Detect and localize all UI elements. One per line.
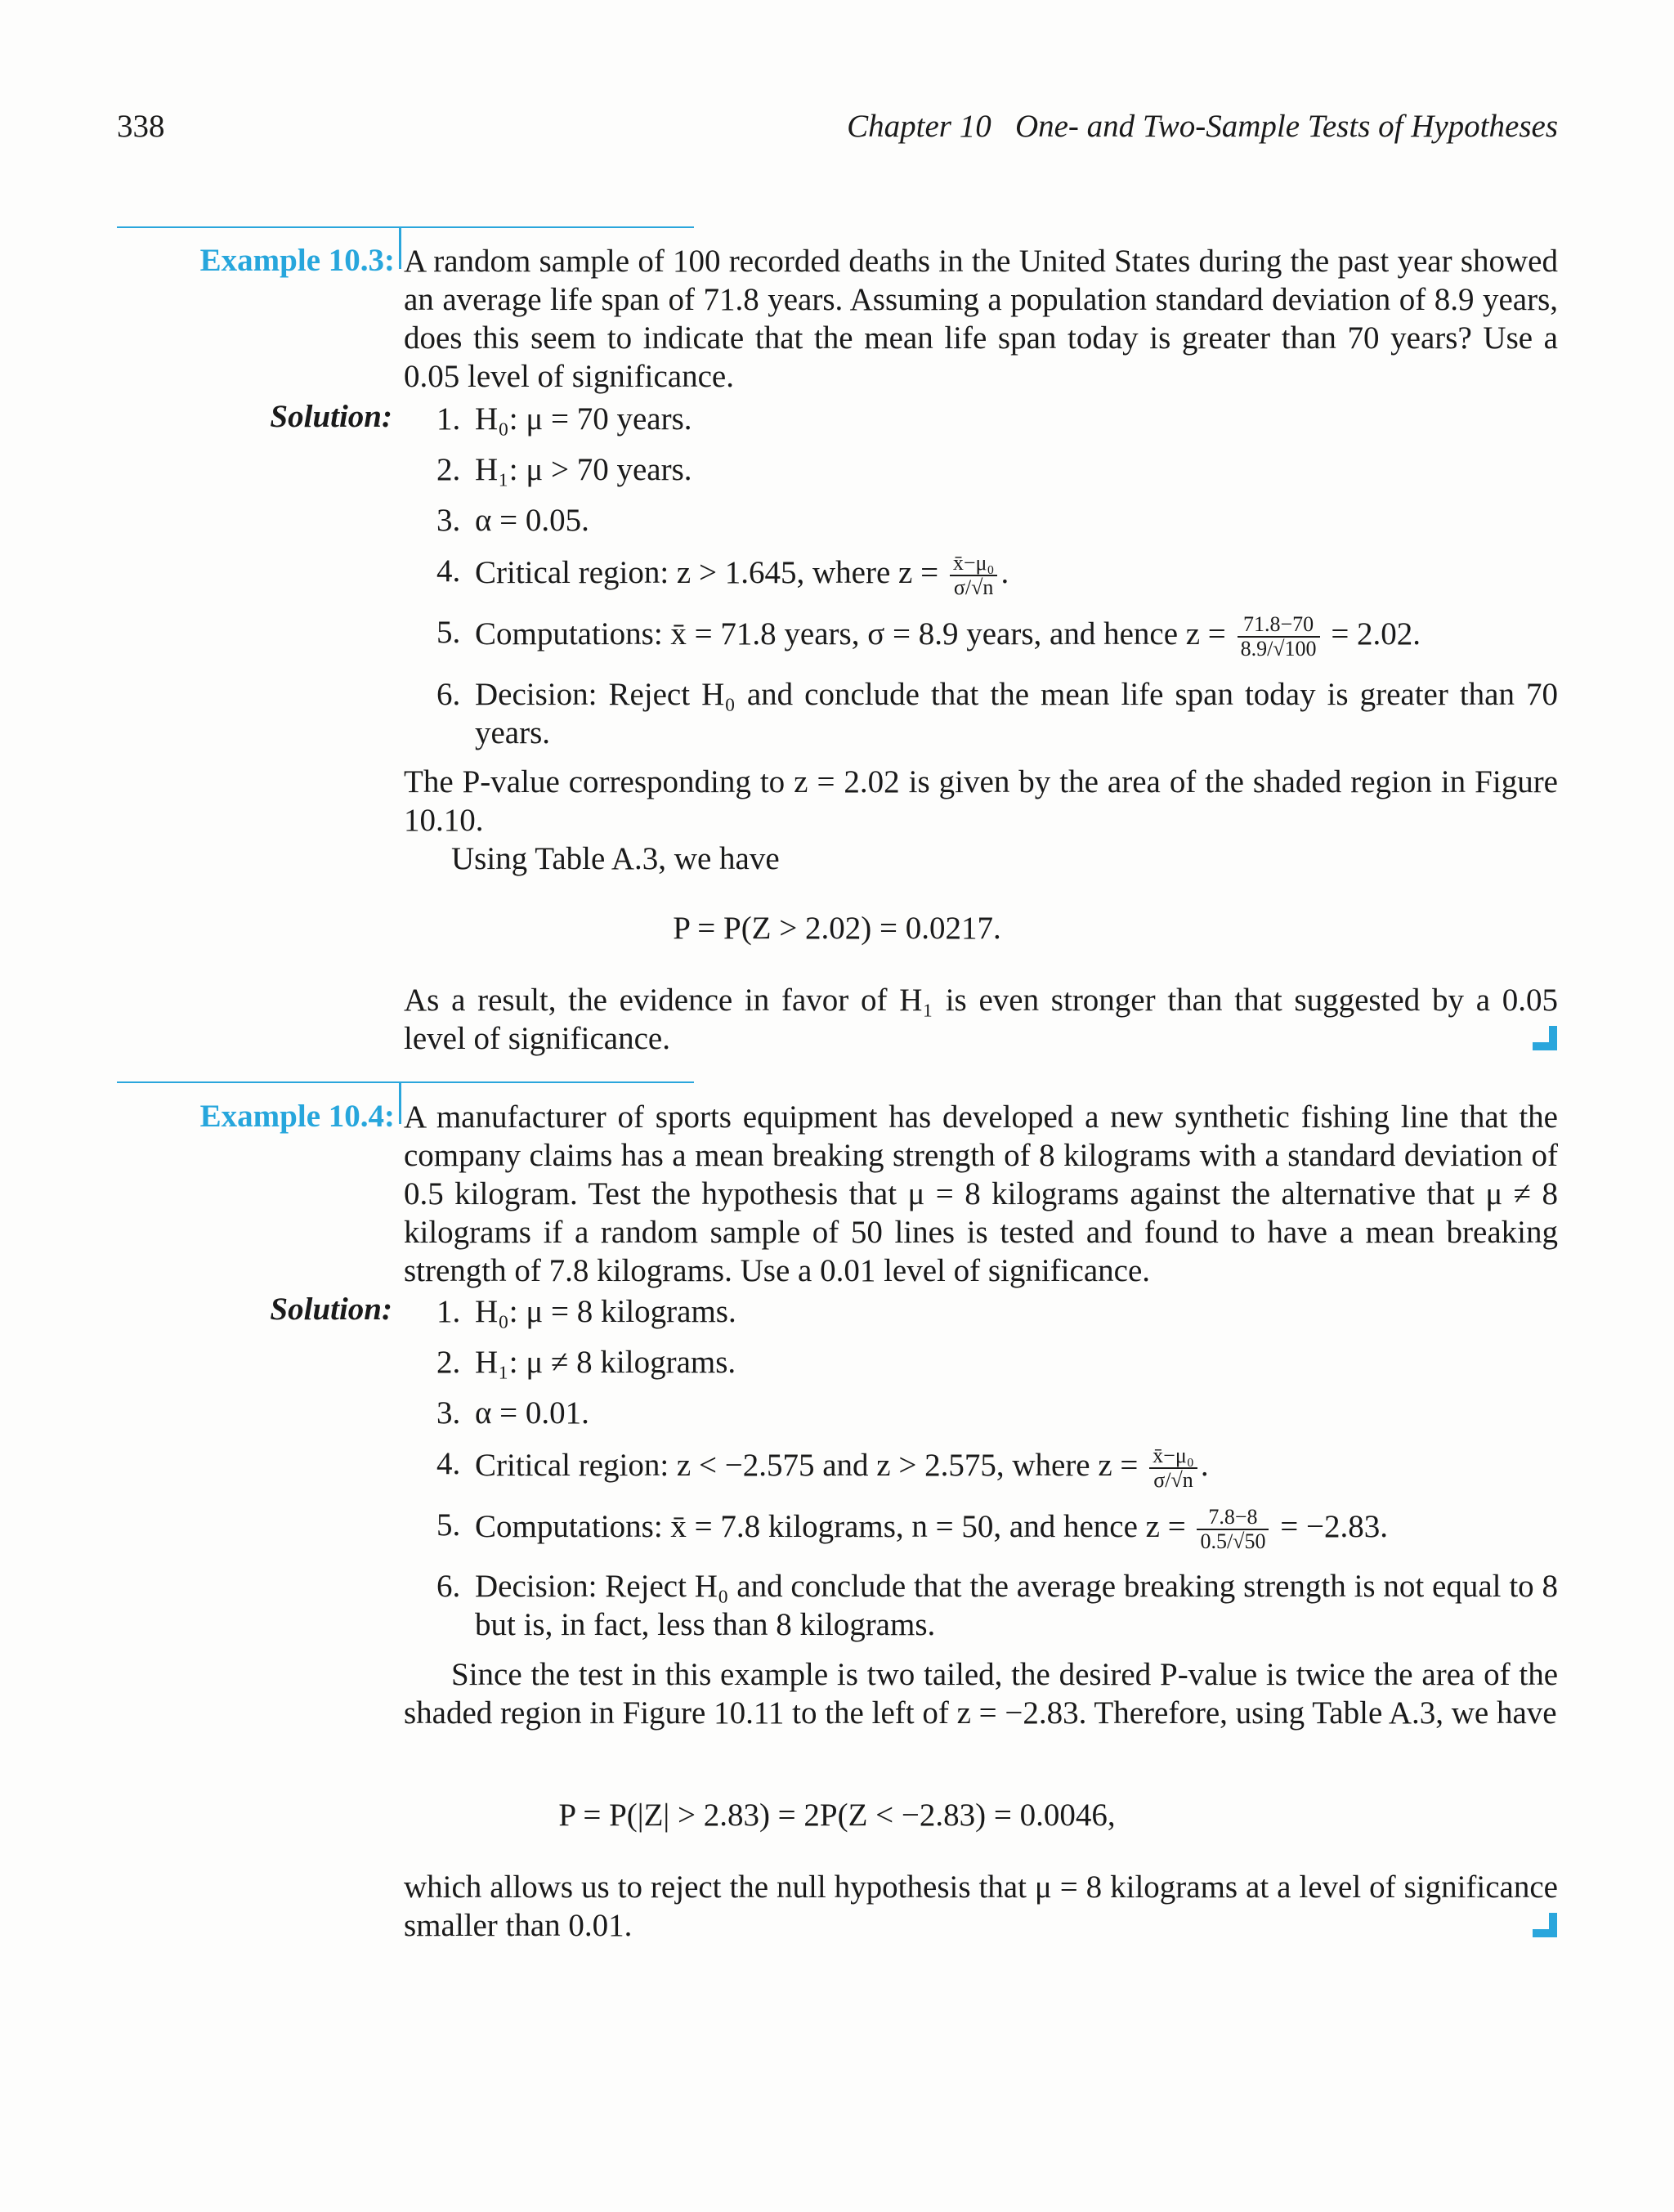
solution-step <box>436 613 1558 660</box>
step-number: 6. <box>436 1569 461 1604</box>
solution-step <box>436 552 1558 599</box>
step-text: H₀: μ = 8 kilograms. <box>475 1294 736 1329</box>
step-number: 2. <box>436 1345 461 1380</box>
step-text: Decision: Reject H₀ and conclude that the mean life span today is greater than 70 years. <box>475 677 1558 750</box>
solution-step <box>436 1506 1558 1553</box>
fraction <box>1238 613 1320 660</box>
example-label: Example 10.4: <box>199 1099 395 1134</box>
example-bar <box>399 1081 401 1124</box>
step-text: Critical region: z > 1.645, where z = <box>475 554 939 590</box>
fraction <box>1197 1506 1269 1553</box>
step-number: 4. <box>436 553 461 589</box>
example-rule <box>117 226 694 228</box>
solution-step <box>436 400 1558 438</box>
step-text: α = 0.01. <box>475 1395 589 1431</box>
step-text: H₀: μ = 70 years. <box>475 401 692 437</box>
conclusion-paragraph: As a result, the evidence in favor of H₁ is even stronger than that suggested by a 0.05 level of significance. <box>404 983 1558 1056</box>
step-text: Computations: x̄ = 71.8 years, σ = 8.9 years, and hence z = <box>475 616 1226 652</box>
fraction-denominator: 0.5/√50 <box>1200 1529 1266 1553</box>
fraction <box>1149 1444 1197 1492</box>
page-header <box>0 108 1674 149</box>
example-statement: A random sample of 100 recorded deaths in the United States during the past year showed an average life span of 71.8 years. Assuming a population standard deviation of 8.9 years, does this seem to indicate that the mean life span today is greater than 70 years? Use a 0.05 level of significance. <box>404 244 1558 394</box>
step-text-end: = −2.83. <box>1280 1508 1388 1544</box>
example-bar <box>399 226 401 269</box>
fraction <box>950 552 998 599</box>
solution-step <box>436 1292 1558 1331</box>
fraction-denominator: 8.9/√100 <box>1240 637 1317 660</box>
step-text: Critical region: z < −2.575 and z > 2.575, where z = <box>475 1447 1139 1483</box>
fraction-denominator: σ/√n <box>953 575 994 599</box>
step-text: H₁: μ ≠ 8 kilograms. <box>475 1345 736 1380</box>
step-number: 2. <box>436 452 461 487</box>
example-rule <box>117 1081 694 1083</box>
example-label: Example 10.3: <box>199 243 395 278</box>
conclusion-paragraph: which allows us to reject the null hypothesis that μ = 8 kilograms at a level of significance smaller than 0.01. <box>404 1869 1558 1943</box>
step-text: α = 0.05. <box>475 503 589 538</box>
step-text-end: . <box>1000 554 1009 590</box>
step-number: 5. <box>436 615 461 650</box>
step-text-end: = 2.02. <box>1331 616 1421 652</box>
step-number: 1. <box>436 1294 461 1329</box>
step-text: H₁: μ > 70 years. <box>475 452 692 487</box>
table-reference: Using Table A.3, we have <box>451 841 780 876</box>
step-number: 4. <box>436 1446 461 1481</box>
solution-step <box>436 450 1558 489</box>
fraction-numerator: x̄−μ₀ <box>950 552 998 576</box>
end-of-example-mark <box>1533 1913 1557 1937</box>
display-equation: P = P(|Z| > 2.83) = 2P(Z < −2.83) = 0.0046, <box>558 1798 1116 1833</box>
solution-step <box>436 501 1558 540</box>
end-of-example-mark <box>1533 1026 1557 1050</box>
fraction-denominator: σ/√n <box>1153 1468 1193 1492</box>
solution-label: Solution: <box>270 1292 392 1327</box>
solution-step <box>436 1343 1558 1381</box>
running-head: Chapter 10 One- and Two-Sample Tests of Hypotheses <box>847 109 1558 144</box>
solution-step <box>436 675 1558 752</box>
step-text-end: . <box>1200 1447 1209 1483</box>
solution-step <box>436 1444 1558 1492</box>
step-text: Decision: Reject H₀ and conclude that the average breaking strength is not equal to 8 but is, in fact, less than 8 kilograms. <box>475 1569 1558 1642</box>
step-text: Computations: x̄ = 7.8 kilograms, n = 50, and hence z = <box>475 1508 1186 1544</box>
solution-step <box>436 1567 1558 1644</box>
pvalue-paragraph: Since the test in this example is two tailed, the desired P-value is twice the area of the shaded region in Figure 10.11 to the left of z = −2.83. Therefore, using Table A.3, we have <box>404 1657 1558 1731</box>
step-number: 6. <box>436 677 461 712</box>
step-number: 3. <box>436 1395 461 1431</box>
example-statement: A manufacturer of sports equipment has developed a new synthetic fishing line that the company claims has a mean breaking strength of 8 kilograms with a standard deviation of 0.5 kilogram. Test the hypothesis that μ = 8 kilograms against the alternative that μ ≠ 8 kilograms if a random sample of 50 lines is tested and found to have a mean breaking strength of 7.8 kilograms. Use a 0.01 level of significance. <box>404 1099 1558 1288</box>
page-number: 338 <box>117 109 165 144</box>
step-number: 1. <box>436 401 461 437</box>
step-number: 3. <box>436 503 461 538</box>
display-equation: P = P(Z > 2.02) = 0.0217. <box>673 911 1001 946</box>
solution-step <box>436 1394 1558 1432</box>
pvalue-paragraph: The P-value corresponding to z = 2.02 is given by the area of the shaded region in Figure 10.10. <box>404 764 1558 838</box>
solution-label: Solution: <box>270 399 392 434</box>
fraction-numerator: 71.8−70 <box>1238 613 1320 638</box>
fraction-numerator: 7.8−8 <box>1197 1506 1269 1530</box>
step-number: 5. <box>436 1507 461 1543</box>
fraction-numerator: x̄−μ₀ <box>1149 1444 1197 1469</box>
